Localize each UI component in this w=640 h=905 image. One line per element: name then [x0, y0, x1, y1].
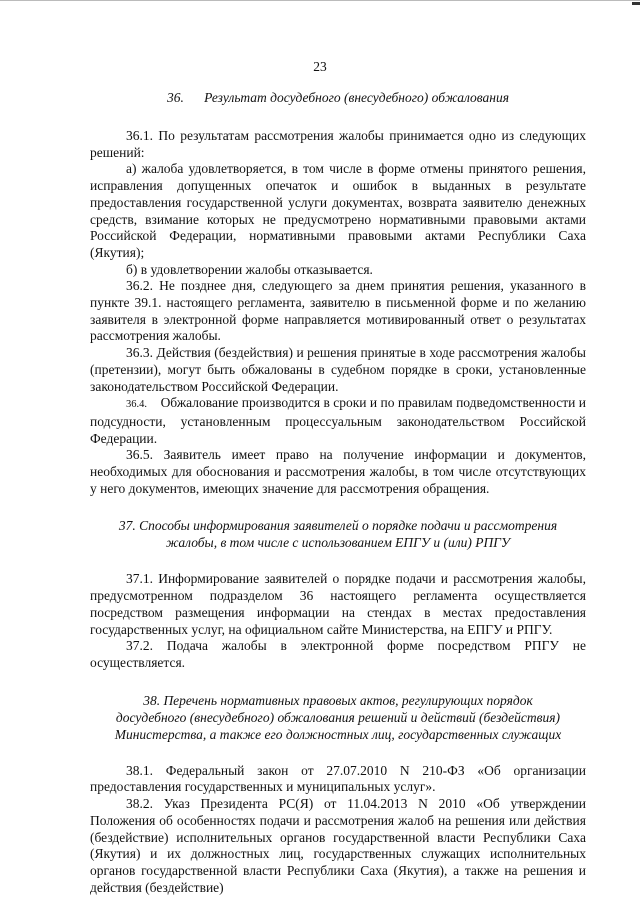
scan-corner-mark [632, 2, 640, 5]
paragraph-36-4 [90, 395, 586, 447]
paragraph-36-2: 36.2. Не позднее дня, следующего за днем принятия решения, указанного в пункте 39.1. настоящего регламента, заявителю в письменной форме и по желанию заявителя в электронной форме направляется мотивированный ответ о результатах рассмотрения жалобы. [90, 278, 586, 344]
paragraph-36-4-number: 36.4. [126, 399, 147, 411]
section-36-heading: 36. Результат досудебного (внесудебного) обжалования [166, 90, 509, 105]
paragraph-36-1: 36.1. По результатам рассмотрения жалобы принимается одно из следующих решений: [90, 128, 586, 160]
paragraph-37-1: 37.1. Информирование заявителей о порядке подачи и рассмотрения жалобы, предусмотренном подразделом 36 настоящего регламента осуществляется посредством размещения информации на стендах в местах предоставления государственных услуг, на официальном сайте Министерства, на ЕПГУ и РПГУ. [90, 571, 586, 637]
section-38-heading: 38. Перечень нормативных правовых актов, регулирующих порядок досудебного (внесудебного) обжалования решений и действий (бездействия) Министерства, а также его должностных лиц, государственных служащих [114, 692, 562, 742]
paragraph-36-1-a: а) жалоба удовлетворяется, в том числе в форме отмены принятого решения, исправления допущенных опечаток и ошибок в выданных в результате предоставления государственной услуги документах, возврата заявителю денежных средств, взимание которых не предусмотрено нормативными правовыми актами Российской Федерации, нормативными правовыми актами Республики Саха (Якутия); [90, 161, 586, 260]
document-body [90, 89, 586, 896]
page-number: 23 [313, 59, 327, 74]
paragraph-36-5: 36.5. Заявитель имеет право на получение информации и документов, необходимых для обоснования и рассмотрения жалобы, в том числе отсутствующих у него документов, имеющих значение для рассмотрения обращения. [90, 447, 586, 496]
paragraph-38-2: 38.2. Указ Президента РС(Я) от 11.04.2013 N 2010 «Об утверждении Положения об особенностях подачи и рассмотрения жалоб на решения или действия (бездействие) исполнительных органов государственной власти Республики Саха (Якутия) и их должностных лиц, государственных служащих исполнительных органов государственной власти Республики Саха (Якутия), а также на решения и действия (бездействие) [90, 796, 586, 895]
paragraph-37-2: 37.2. Подача жалобы в электронной форме посредством РПГУ не осуществляется. [90, 638, 586, 670]
paragraph-36-4-text: Обжалование производится в сроки и по правилам подведомственности и подсудности, установленным процессуальным законодательством Российской Федерации. [90, 395, 586, 446]
section-37-heading: 37. Способы информирования заявителей о порядке подачи и рассмотрения жалобы, в том числе с использованием ЕПГУ и (или) РПГУ [118, 518, 558, 551]
paragraph-36-3: 36.3. Действия (бездействия) и решения принятые в ходе рассмотрения жалобы (претензии), могут быть обжалованы в судебном порядке в сроки, установленные законодательством Российской Федерации. [90, 345, 586, 394]
paragraph-38-1: 38.1. Федеральный закон от 27.07.2010 N 210-ФЗ «Об организации предоставления государственных и муниципальных услуг». [90, 762, 586, 795]
paragraph-36-1-b: б) в удовлетворении жалобы отказывается. [126, 261, 373, 277]
scan-top-edge [0, 0, 640, 3]
